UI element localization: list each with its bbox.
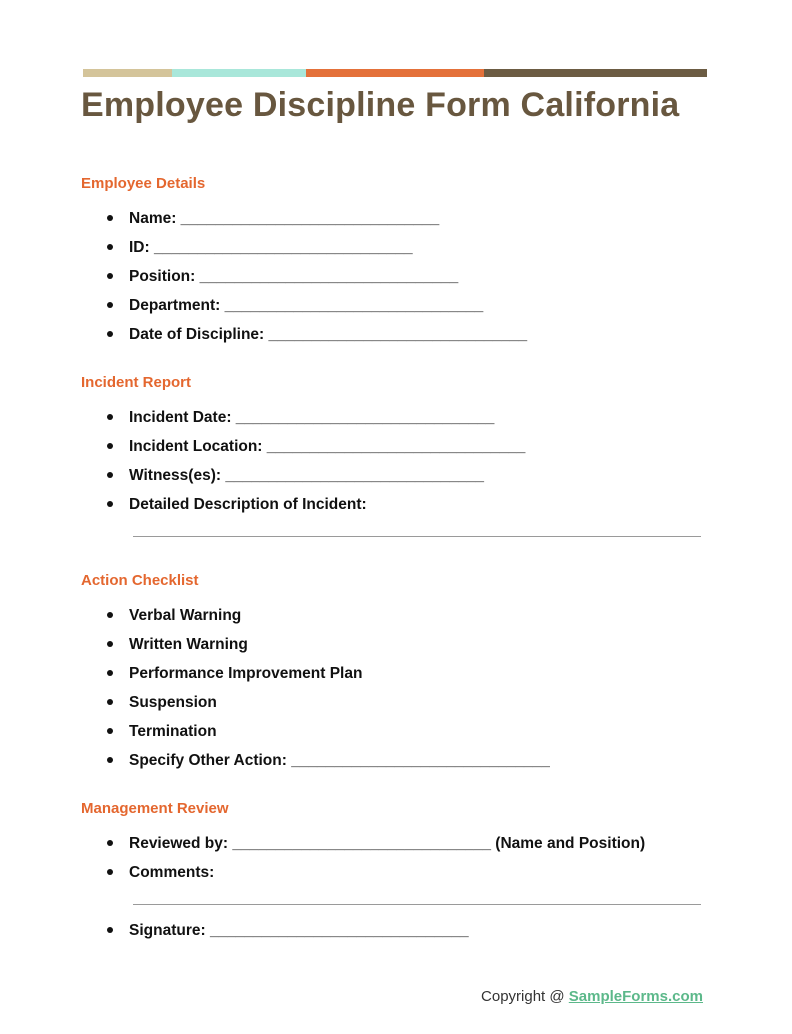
list-item: ID: ______________________________	[0, 238, 527, 267]
list-item: Verbal Warning	[0, 606, 550, 635]
footer-copyright	[481, 988, 703, 1005]
management-review-list	[0, 834, 645, 892]
employee-details-list	[0, 209, 527, 354]
list-item: Comments:	[0, 863, 645, 892]
page-title: Employee Discipline Form California	[81, 86, 680, 124]
list-item: Incident Date: ______________________________	[0, 408, 525, 437]
list-item: Performance Improvement Plan	[0, 664, 550, 693]
section-title-incident-report: Incident Report	[81, 374, 192, 391]
list-item: Termination	[0, 722, 550, 751]
brand-link[interactable]: SampleForms.com	[568, 988, 703, 1005]
list-item: Specify Other Action: ______________________________	[0, 751, 550, 780]
section-title-action-checklist: Action Checklist	[81, 572, 199, 589]
list-item: Reviewed by: ______________________________ (Name and Position)	[0, 834, 645, 863]
list-item: Witness(es): ______________________________	[0, 466, 525, 495]
list-item: Position: ______________________________	[0, 267, 527, 296]
section-title-employee-details: Employee Details	[81, 175, 206, 192]
section-title-management-review: Management Review	[81, 800, 229, 817]
list-item: Name: ______________________________	[0, 209, 527, 238]
list-item: Incident Location: ______________________________	[0, 437, 525, 466]
list-item: Written Warning	[0, 635, 550, 664]
comments-line	[133, 904, 701, 905]
list-item: Department: ______________________________	[0, 296, 527, 325]
incident-report-list	[0, 408, 525, 524]
color-bar-segment	[172, 69, 306, 77]
list-item: Date of Discipline: ______________________________	[0, 325, 527, 354]
list-item: Suspension	[0, 693, 550, 722]
color-bar-segment	[83, 69, 172, 77]
signature-list	[0, 921, 469, 950]
color-bar-segment	[484, 69, 707, 77]
color-bar-segment	[306, 69, 484, 77]
copyright-text: Copyright @	[481, 988, 569, 1005]
list-item: Detailed Description of Incident:	[0, 495, 525, 524]
action-checklist-list	[0, 606, 550, 780]
description-line	[133, 536, 701, 537]
signature-item: Signature: ______________________________	[0, 921, 469, 950]
color-bar	[83, 69, 707, 77]
